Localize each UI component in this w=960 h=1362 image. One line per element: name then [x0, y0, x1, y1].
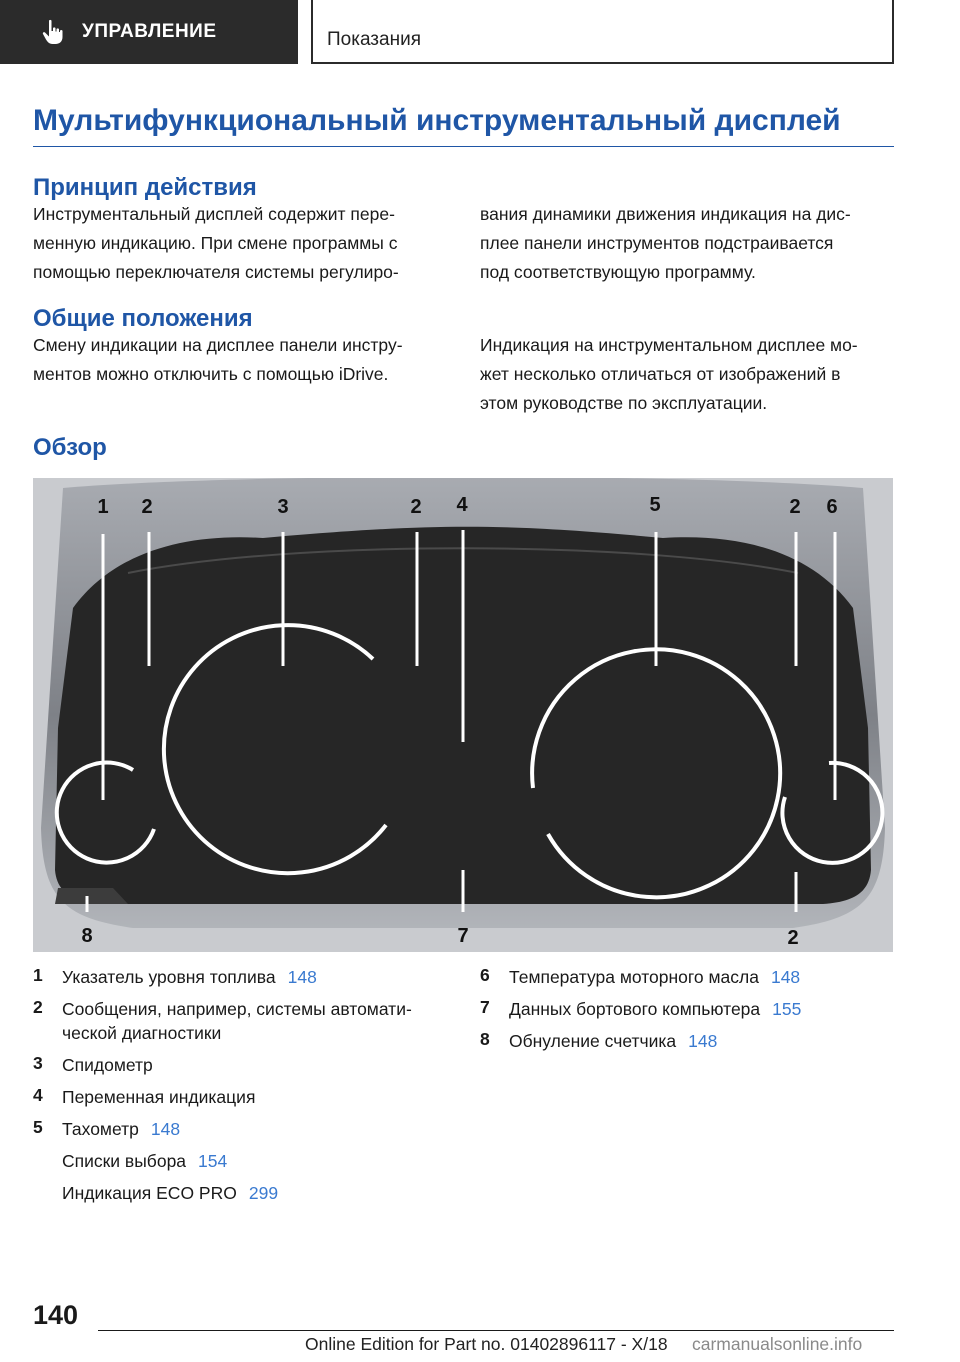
legend-item-eco-pro: [33, 1181, 412, 1205]
text-line: Смену индикации на дисплее панели инстру-: [33, 335, 403, 355]
legend-number: 7: [480, 997, 490, 1017]
general-text-col1: [33, 331, 403, 389]
footer-edition: Online Edition for Part no. 01402896117 - X/18: [305, 1334, 668, 1354]
text-line: Индикация на инструментальном дисплее мо-: [480, 335, 858, 355]
legend-text: Температура моторного масла: [509, 967, 759, 987]
legend-text: Указатель уровня топлива: [62, 967, 276, 987]
legend-text: Обнуление счетчика: [509, 1031, 677, 1051]
legend-text: ческой диагностики: [62, 1023, 222, 1043]
principle-text-col1: [33, 200, 399, 287]
legend-item-trip-reset: [480, 1029, 801, 1053]
instrument-cluster-figure: [33, 478, 893, 952]
legend-number: 1: [33, 965, 43, 985]
legend-left: [33, 965, 412, 1205]
legend-number: 5: [33, 1117, 43, 1137]
overview-heading: Обзор: [33, 434, 107, 461]
callout-label: 2: [141, 496, 153, 518]
legend-number: 8: [480, 1029, 490, 1049]
legend-item-tachometer: [33, 1117, 412, 1141]
legend-item-messages: [33, 997, 412, 1045]
legend-number: 6: [480, 965, 490, 985]
text-line: менную индикацию. При смене программы с: [33, 233, 398, 253]
callout-label: 1: [97, 496, 109, 518]
legend-line: [62, 1117, 412, 1141]
chapter-box: [311, 0, 894, 64]
section-label: УПРАВЛЕНИЕ: [82, 21, 217, 42]
callout-label: 8: [81, 925, 93, 947]
legend-item-selection-lists: [33, 1149, 412, 1173]
legend-item-oil-temperature: [480, 965, 801, 989]
legend-line: [62, 1181, 412, 1205]
callout-label: 5: [649, 494, 661, 516]
callout-label: 4: [456, 494, 468, 516]
page-reference[interactable]: 148: [287, 967, 317, 987]
hand-pointer-icon: [38, 17, 68, 47]
footer-watermark: carmanualsonline.info: [692, 1334, 863, 1354]
page-reference[interactable]: 155: [772, 999, 802, 1019]
text-line: этом руководстве по эксплуатации.: [480, 393, 768, 413]
legend-line: [62, 965, 412, 989]
callout-label: 6: [826, 496, 838, 518]
footer-rule: [98, 1330, 894, 1331]
section-tab: [0, 0, 298, 64]
legend-number: 4: [33, 1085, 43, 1105]
title-rule: [33, 146, 894, 147]
legend-right: [480, 965, 801, 1053]
legend-line: [62, 1149, 412, 1173]
callout-label: 2: [787, 927, 799, 949]
legend-item-onboard-computer: [480, 997, 801, 1021]
callout-label: 7: [457, 925, 469, 947]
legend-text: Переменная индикация: [62, 1087, 256, 1107]
text-line: ментов можно отключить с помощью iDrive.: [33, 364, 389, 384]
text-line: вания динамики движения индикация на дис-: [480, 204, 851, 224]
legend-item-variable-display: [33, 1085, 412, 1109]
legend-line: [509, 1029, 801, 1053]
general-heading: Общие положения: [33, 305, 253, 332]
legend-text: Спидометр: [62, 1055, 153, 1075]
chapter-label: Показания: [327, 29, 421, 50]
legend-item-speedometer: [33, 1053, 412, 1077]
legend-line: [509, 965, 801, 989]
page-reference[interactable]: 299: [248, 1183, 279, 1203]
legend-text: Индикация ECO PRO: [62, 1183, 237, 1203]
text-line: плее панели инструментов подстраивается: [480, 233, 834, 253]
text-line: жет несколько отличаться от изображений в: [480, 364, 841, 384]
page-title: Мультифункциональный инструментальный дисплей: [33, 104, 841, 137]
legend-number: 2: [33, 997, 43, 1017]
callout-label: 3: [277, 496, 289, 518]
instrument-cluster-illustration: [33, 478, 893, 952]
legend-line: [509, 997, 801, 1021]
principle-heading: Принцип действия: [33, 174, 257, 201]
legend-number: 3: [33, 1053, 43, 1073]
page-reference[interactable]: 148: [150, 1119, 181, 1139]
page-reference[interactable]: 148: [688, 1031, 718, 1051]
callout-label: 2: [789, 496, 801, 518]
callout-label: 2: [410, 496, 422, 518]
page-reference[interactable]: 154: [198, 1151, 228, 1171]
legend-text: Тахометр: [62, 1119, 139, 1139]
page-number: 140: [33, 1300, 79, 1330]
legend-text: Сообщения, например, системы автомати-: [62, 999, 412, 1019]
general-text-col2: [480, 331, 858, 418]
text-line: под соответствующую программу.: [480, 262, 756, 282]
page-reference[interactable]: 148: [770, 967, 801, 987]
text-line: Инструментальный дисплей содержит пере-: [33, 204, 395, 224]
legend-text: Списки выбора: [62, 1151, 187, 1171]
text-line: помощью переключателя системы регулиро-: [33, 262, 399, 282]
legend-item-fuel: [33, 965, 412, 989]
principle-text-col2: [480, 200, 851, 287]
legend-text: Данных бортового компьютера: [509, 999, 761, 1019]
